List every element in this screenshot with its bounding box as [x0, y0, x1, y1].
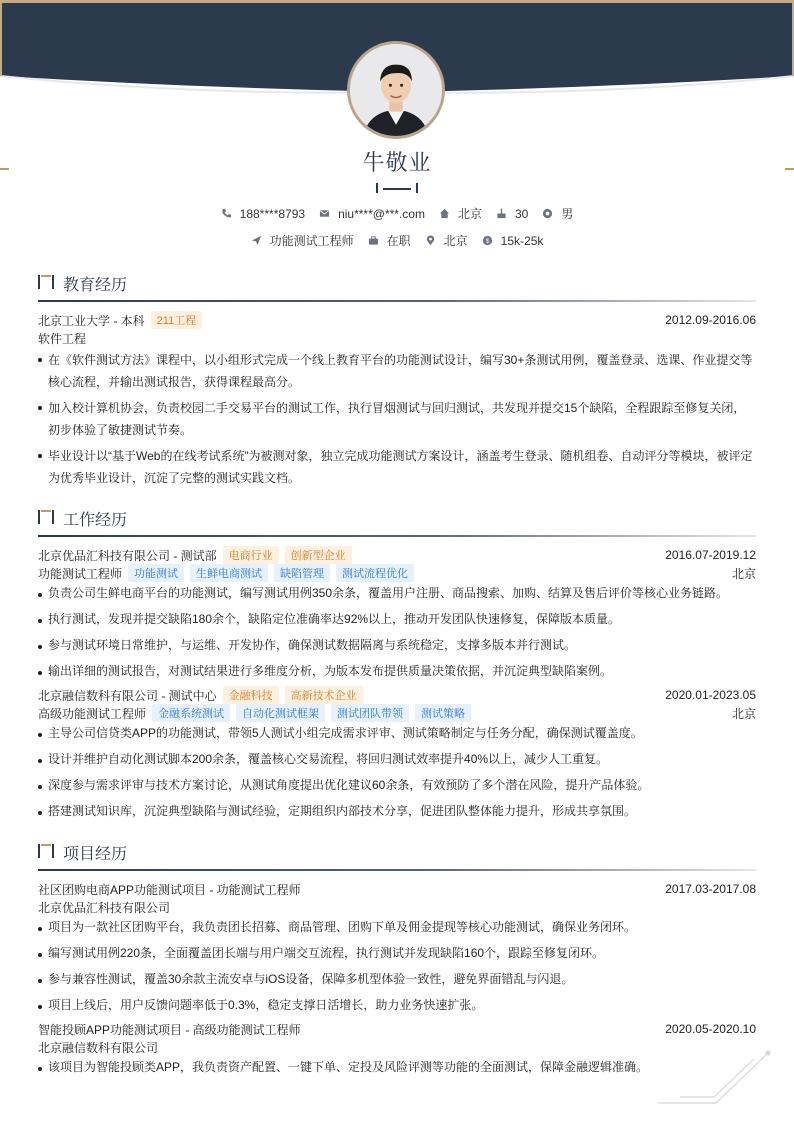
list-item: 设计并维护自动化测试脚本200余条，覆盖核心交易流程，将回归测试效率提升40%以上，减少人工重复。	[38, 750, 756, 768]
section-title-text: 教育经历	[63, 277, 128, 294]
target-city-text: 北京	[443, 234, 468, 248]
project-entry	[38, 880, 756, 1022]
list-item: 参与兼容性测试，覆盖30余款主流安卓与iOS设备，保障多机型体验一致性，避免界面错乱与闪退。	[38, 970, 756, 988]
list-item: 搭建测试知识库，沉淀典型缺陷与测试经验，定期组织内部技术分享，促进团队整体能力提升，形成共享氛围。	[38, 802, 756, 820]
position-name: 高级功能测试工程师	[38, 706, 147, 721]
list-item: 编写测试用例220条，全面覆盖团长端与用户端交互流程，执行测试并发现缺陷160个，跟踪至修复闭环。	[38, 944, 756, 962]
title-mark-cap	[41, 510, 51, 512]
work-entry	[38, 686, 756, 828]
project-dates: 2020.05-2020.10	[665, 1022, 756, 1036]
briefcase-icon	[368, 235, 379, 246]
list-item: 负责公司生鲜电商平台的功能测试，编写测试用例350余条，覆盖用户注册、商品搜索、加购、结算及售后评价等核心业务链路。	[38, 584, 756, 602]
list-item: 毕业设计以“基于Web的在线考试系统”为被测对象，独立完成功能测试方案设计，涵盖考生登录、随机组卷、自动评分等模块，被评定为优秀毕业设计，沉淀了完整的测试实践文档。	[38, 445, 756, 489]
svg-text:$: $	[485, 237, 489, 245]
major-name: 软件工程	[38, 331, 87, 346]
status-text: 在职	[386, 234, 411, 248]
name-divider-icon	[375, 183, 419, 195]
skill-tag: 金融系统测试	[152, 704, 230, 722]
list-item: 主导公司信贷类APP的功能测试，带领5人测试小组完成需求评审、测试策略制定与任务分配，确保测试覆盖度。	[38, 724, 756, 742]
email-text: niu****@***.com	[338, 206, 425, 221]
gender-item	[542, 205, 573, 222]
work-location: 北京	[731, 706, 756, 721]
project-bullets	[38, 918, 756, 1014]
section-divider	[38, 535, 756, 537]
title-mark-cap	[41, 844, 51, 846]
project-entry	[38, 1020, 756, 1084]
list-item: 输出详细的测试报告，对测试结果进行多维度分析，为版本发布提供质量决策依据，并沉淀典型缺陷案例。	[38, 662, 756, 680]
send-icon	[251, 235, 262, 246]
position-name: 功能测试工程师	[38, 566, 123, 581]
target-job-item	[251, 232, 354, 249]
project-bullets	[38, 1058, 756, 1076]
list-item: 加入校计算机协会，负责校园二手交易平台的测试工作，执行冒烟测试与回归测试，共发现并提交15个缺陷，全程跟踪至修复关闭，初步体验了敏捷测试节奏。	[38, 397, 756, 441]
section-divider	[38, 869, 756, 871]
target-city-item	[425, 232, 468, 249]
title-mark-bar	[52, 275, 54, 289]
skill-tag: 测试流程优化	[336, 564, 414, 582]
education-bullets	[38, 349, 756, 489]
skill-tag: 测试团队带领	[331, 704, 409, 722]
section-divider	[38, 300, 756, 302]
project-title: 智能投顾APP功能测试项目 - 高级功能测试工程师	[38, 1022, 301, 1037]
title-mark-icon	[38, 275, 40, 289]
project-dates: 2017.03-2017.08	[665, 882, 756, 896]
age-text: 30	[514, 206, 529, 221]
work-bullets	[38, 584, 756, 680]
mail-icon	[319, 208, 330, 219]
list-item: 该项目为智能投顾类APP，我负责资产配置、一键下单、定投及风险评测等功能的全面测试，保障金融逻辑准确。	[38, 1058, 756, 1076]
work-dates: 2020.01-2023.05	[665, 688, 756, 702]
phone-icon	[221, 208, 232, 219]
company-name: 北京融信数科有限公司 - 测试中心	[38, 688, 217, 703]
section-title-text: 项目经历	[63, 846, 128, 863]
skill-tag: 功能测试	[128, 564, 184, 582]
list-item: 执行测试，发现并提交缺陷180余个，缺陷定位准确率达92%以上，推动开发团队快速修复，保障版本质量。	[38, 610, 756, 628]
list-item: 项目上线后，用户反馈问题率低于0.3%，稳定支撑日活增长，助力业务快速扩张。	[38, 996, 756, 1014]
target-job-text: 功能测试工程师	[269, 234, 354, 248]
company-name: 北京优品汇科技有限公司 - 测试部	[38, 548, 217, 563]
phone-text: 188****8793	[239, 206, 306, 221]
section-education	[38, 272, 756, 296]
title-mark-icon	[38, 844, 40, 858]
location-pin-icon	[425, 235, 436, 246]
salary-item	[482, 234, 544, 248]
work-bullets	[38, 724, 756, 820]
school-name: 北京工业大学 - 本科	[38, 313, 145, 328]
title-mark-bar	[52, 510, 54, 524]
company-tag: 电商行业	[223, 546, 279, 564]
list-item: 深度参与需求评审与技术方案讨论，从测试角度提出优化建议60余条，有效预防了多个潜在风险，提升产品体验。	[38, 776, 756, 794]
job-intent-row	[0, 232, 794, 249]
school-tag: 211工程	[151, 311, 203, 329]
list-item: 参与测试环境日常维护，与运维、开发协作，确保测试数据隔离与系统稳定，支撑多版本并行测试。	[38, 636, 756, 654]
section-project	[38, 841, 756, 865]
gender-text: 男	[561, 207, 574, 221]
phone-item	[221, 207, 305, 221]
skill-tag: 缺陷管理	[274, 564, 330, 582]
candidate-name: 牛敬业	[362, 150, 432, 175]
money-icon	[482, 235, 493, 246]
list-item: 项目为一款社区团购平台，我负责团长招募、商品管理、团购下单及佣金提现等核心功能测试，确保业务闭环。	[38, 918, 756, 936]
corner-line-decoration-icon	[656, 1045, 776, 1105]
cake-icon	[496, 208, 507, 219]
skill-tag: 生鲜电商测试	[190, 564, 268, 582]
education-dates: 2012.09-2016.06	[665, 313, 756, 327]
list-item: 在《软件测试方法》课程中，以小组形式完成一个线上教育平台的功能测试设计，编写30+条测试用例，覆盖登录、选课、作业提交等核心流程，并输出测试报告，获得课程最高分。	[38, 349, 756, 393]
age-item	[496, 207, 528, 221]
company-tag: 金融科技	[223, 686, 279, 704]
home-icon	[439, 208, 450, 219]
project-company: 北京优品汇科技有限公司	[38, 900, 171, 915]
email-item	[319, 207, 425, 221]
skill-tag: 测试策略	[415, 704, 471, 722]
contact-info-row	[0, 205, 794, 222]
work-entry	[38, 546, 756, 688]
work-location: 北京	[731, 566, 756, 581]
person-photo-icon	[350, 44, 442, 136]
section-title-text: 工作经历	[63, 512, 128, 529]
avatar	[347, 41, 445, 139]
title-mark-cap	[41, 275, 51, 277]
project-company: 北京融信数科有限公司	[38, 1040, 159, 1055]
gender-icon	[542, 208, 553, 219]
city-item	[439, 205, 482, 222]
title-mark-bar	[52, 844, 54, 858]
company-tag: 高新技术企业	[285, 686, 363, 704]
section-work	[38, 507, 756, 531]
company-tag: 创新型企业	[285, 546, 352, 564]
project-title: 社区团购电商APP功能测试项目 - 功能测试工程师	[38, 882, 301, 897]
title-mark-icon	[38, 510, 40, 524]
education-entry	[38, 311, 756, 493]
city-text: 北京	[457, 207, 482, 221]
salary-text: 15k-25k	[500, 233, 544, 248]
work-dates: 2016.07-2019.12	[665, 548, 756, 562]
status-item	[368, 232, 411, 249]
skill-tag: 自动化测试框架	[236, 704, 325, 722]
